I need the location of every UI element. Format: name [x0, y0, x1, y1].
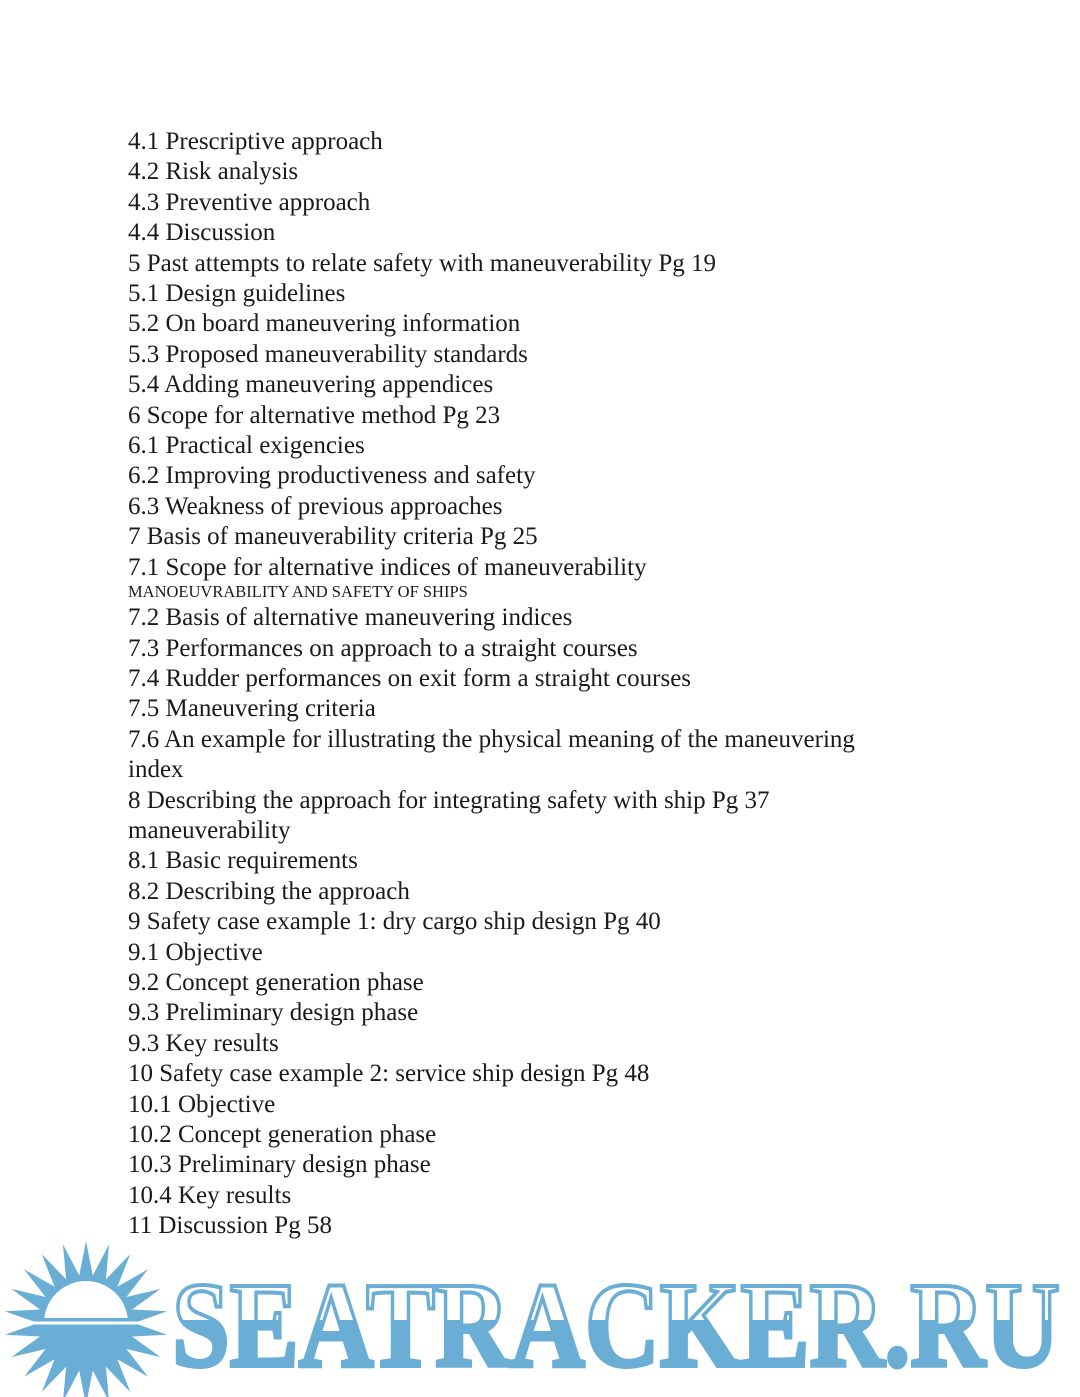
toc-line: 8.2 Describing the approach — [128, 877, 410, 905]
toc-line: 8.1 Basic requirements — [128, 847, 358, 875]
toc-line: 10.4 Key results — [128, 1181, 292, 1209]
seatracker-watermark — [0, 1238, 1080, 1397]
toc-line: 5.3 Proposed maneuverability standards — [128, 340, 528, 368]
toc-line: 4.3 Preventive approach — [128, 188, 371, 216]
toc-line: 7.6 An example for illustrating the physical meaning of the maneuvering — [128, 725, 855, 753]
sun-icon — [5, 1241, 167, 1397]
toc-line: 10 Safety case example 2: service ship design Pg 48 — [128, 1060, 650, 1088]
toc-line: 9.3 Key results — [128, 1029, 279, 1057]
toc-line: 11 Discussion Pg 58 — [128, 1212, 332, 1240]
table-of-contents — [128, 127, 928, 1242]
toc-line: 7.1 Scope for alternative indices of maneuverability — [128, 553, 647, 581]
toc-line: 4.4 Discussion — [128, 219, 276, 247]
toc-line: 7 Basis of maneuverability criteria Pg 25 — [128, 523, 538, 551]
toc-line: 7.2 Basis of alternative maneuvering indices — [128, 604, 573, 632]
toc-line: 9.1 Objective — [128, 938, 263, 966]
toc-line: 4.1 Prescriptive approach — [128, 128, 383, 155]
toc-line: maneuverability — [128, 816, 291, 844]
toc-line: 7.3 Performances on approach to a straight courses — [128, 634, 638, 662]
toc-line: 10.2 Concept generation phase — [128, 1121, 437, 1148]
toc-line: 7.5 Maneuvering criteria — [128, 695, 376, 723]
toc-line: 10.3 Preliminary design phase — [128, 1151, 431, 1179]
running-header: MANOEUVRABILITY AND SAFETY OF SHIPS — [128, 582, 468, 602]
toc-line: 5.2 On board maneuvering information — [128, 310, 521, 338]
toc-line: 6.3 Weakness of previous approaches — [128, 492, 503, 520]
toc-line: 7.4 Rudder performances on exit form a straight courses — [128, 664, 692, 692]
toc-line: 5.1 Design guidelines — [128, 280, 346, 308]
toc-line: 9 Safety case example 1: dry cargo ship design Pg 40 — [128, 908, 661, 936]
watermark-text: SEATRACKER.RU — [172, 1258, 1060, 1393]
toc-line: 8 Describing the approach for integrating safety with ship Pg 37 — [128, 786, 770, 814]
toc-line: 10.1 Objective — [128, 1090, 276, 1118]
toc-line: 9.2 Concept generation phase — [128, 968, 424, 996]
toc-line: 4.2 Risk analysis — [128, 158, 299, 186]
toc-line: 5.4 Adding maneuvering appendices — [128, 371, 494, 399]
toc-line: index — [128, 756, 184, 784]
toc-line: 9.3 Preliminary design phase — [128, 999, 419, 1027]
toc-line: 5 Past attempts to relate safety with maneuverability Pg 19 — [128, 249, 717, 277]
toc-line: 6 Scope for alternative method Pg 23 — [128, 401, 501, 429]
toc-line: 6.1 Practical exigencies — [128, 432, 365, 460]
toc-line: 6.2 Improving productiveness and safety — [128, 462, 536, 490]
